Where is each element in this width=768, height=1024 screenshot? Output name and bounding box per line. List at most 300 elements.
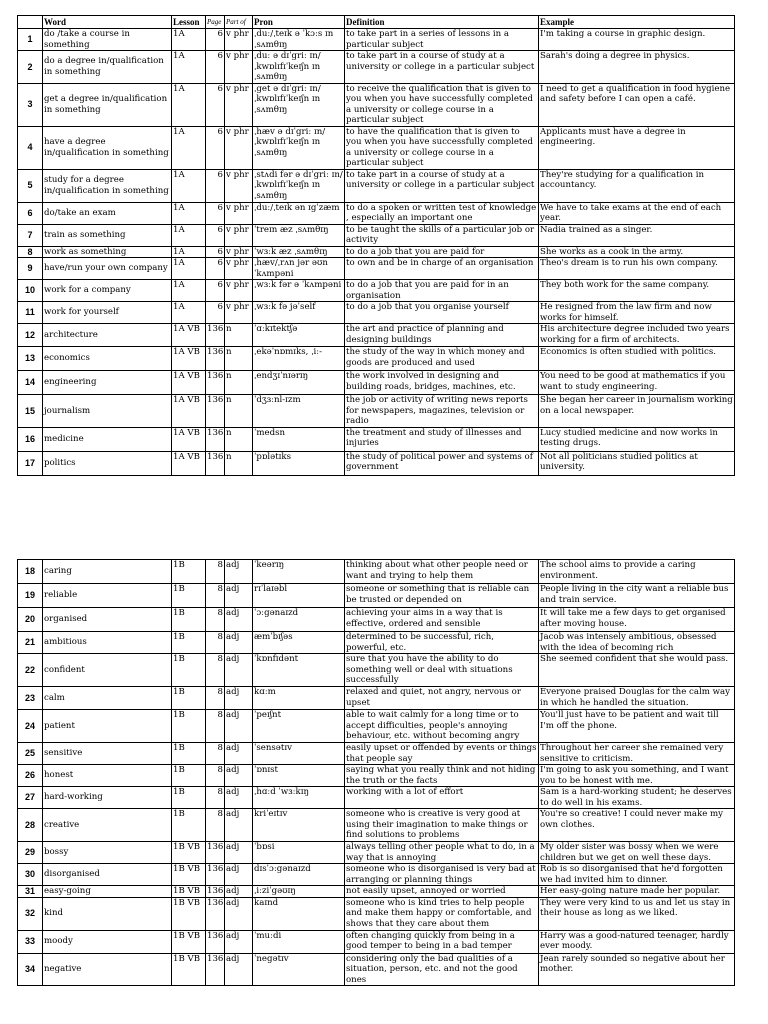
- table-row: [18, 246, 735, 258]
- table-row: [18, 169, 735, 202]
- entry-number: 18: [18, 560, 43, 584]
- entry-page: 8: [206, 560, 225, 584]
- entry-number: 8: [18, 246, 43, 258]
- table-row: [18, 897, 735, 930]
- entry-lesson: 1B: [172, 560, 206, 584]
- entry-page: 6: [206, 280, 225, 302]
- entry-part-of-speech: v phr: [225, 246, 253, 258]
- entry-lesson: 1B: [172, 687, 206, 710]
- table-row: [18, 743, 735, 765]
- entry-definition: someone who is disorganised is very bad at arranging or planning things: [345, 864, 539, 886]
- entry-example: It will take me a few days to get organised after moving house.: [539, 608, 735, 632]
- entry-number: 27: [18, 787, 43, 809]
- table-row: [18, 886, 735, 898]
- entry-number: 12: [18, 324, 43, 347]
- entry-definition: relaxed and quiet, not angry, nervous or upset: [345, 687, 539, 710]
- table-row: [18, 584, 735, 608]
- entry-pronunciation: ˈtreɪn æz ˌsʌmθɪŋ: [253, 224, 345, 246]
- entry-lesson: 1A: [172, 202, 206, 224]
- entry-part-of-speech: v phr: [225, 280, 253, 302]
- entry-page: 136: [206, 324, 225, 347]
- entry-lesson: 1B VB: [172, 886, 206, 898]
- entry-word: confident: [43, 654, 172, 687]
- table-row: [18, 427, 735, 451]
- entry-number: 26: [18, 765, 43, 787]
- entry-part-of-speech: v phr: [225, 224, 253, 246]
- entry-page: 136: [206, 395, 225, 428]
- entry-number: 31: [18, 886, 43, 898]
- table-row: [18, 687, 735, 710]
- entry-part-of-speech: n: [225, 371, 253, 395]
- entry-definition: the job or activity of writing news reports for newspapers, magazines, television or radio: [345, 395, 539, 428]
- entry-lesson: 1B: [172, 584, 206, 608]
- entry-page: 6: [206, 246, 225, 258]
- entry-page: 6: [206, 29, 225, 51]
- table-row: [18, 280, 735, 302]
- entry-lesson: 1A: [172, 246, 206, 258]
- entry-word: do /take a course in something: [43, 29, 172, 51]
- entry-pronunciation: ˈɔːgənaɪzd: [253, 608, 345, 632]
- header-definition: Definition: [345, 16, 539, 29]
- entry-pronunciation: ˈmuːdi: [253, 930, 345, 953]
- entry-page: 136: [207, 886, 224, 896]
- entry-pronunciation: ˈpɒlətɪks: [253, 451, 345, 475]
- entry-word: reliable: [43, 584, 172, 608]
- entry-lesson: 1B: [172, 809, 206, 842]
- entry-word: medicine: [43, 427, 172, 451]
- entry-definition: easily upset or offended by events or things that people say: [346, 743, 537, 764]
- entry-lesson: 1A: [172, 126, 206, 169]
- entry-definition: the study of the way in which money and goods are produced and used: [345, 347, 539, 371]
- entry-word: economics: [43, 347, 172, 371]
- entry-definition: to take part in a course of study at a university or college in a particular subject: [345, 169, 539, 202]
- entry-word: ambitious: [43, 632, 172, 654]
- entry-page: 6: [206, 83, 225, 126]
- table-row: [18, 126, 735, 169]
- entry-example: Sarah's doing a degree in physics.: [539, 51, 735, 84]
- entry-lesson: 1A VB: [172, 324, 206, 347]
- entry-part-of-speech: n: [225, 324, 253, 347]
- entry-lesson: 1A: [172, 302, 206, 324]
- entry-part-of-speech: adj: [225, 687, 253, 710]
- entry-part-of-speech: v phr: [225, 29, 253, 51]
- table-row: [18, 608, 735, 632]
- entry-word: do a degree in/qualification in something: [43, 51, 172, 84]
- entry-part-of-speech: adj: [225, 897, 253, 930]
- entry-pronunciation: ˌget ə dɪˈgriː ɪn/ˌkwɒlɪfɪˈkeɪʃn ɪn ˌsʌmθɪŋ: [253, 83, 345, 126]
- entry-definition: the work involved in designing and building roads, bridges, machines, etc.: [345, 371, 539, 395]
- entry-example: I need to get a qualification in food hygiene and safety before I can open a café.: [539, 83, 735, 126]
- entry-example: Everyone praised Douglas for the calm way in which he handled the situation.: [539, 687, 735, 710]
- table-header-row: [18, 16, 735, 29]
- entry-number: 7: [18, 224, 43, 246]
- table-row: [18, 809, 735, 842]
- entry-word: sensitive: [43, 743, 172, 765]
- table-body: [18, 29, 735, 476]
- table-row: [18, 765, 735, 787]
- entry-page: 8: [206, 654, 225, 687]
- table-row: [18, 224, 735, 246]
- entry-example: People living in the city want a reliable bus and train service.: [539, 584, 735, 608]
- entry-pronunciation: kaɪnd: [253, 897, 345, 930]
- entry-lesson: 1B VB: [172, 897, 206, 930]
- entry-word: engineering: [43, 371, 172, 395]
- entry-example: Theo's dream is to run his own company.: [539, 258, 735, 280]
- entry-part-of-speech: adj: [225, 886, 253, 898]
- entry-definition: someone or something that is reliable can be trusted or depended on: [345, 584, 539, 608]
- entry-page: 136: [206, 864, 225, 886]
- entry-pronunciation: ˌiːziˈgəʊɪŋ: [253, 886, 345, 898]
- entry-definition: to have the qualification that is given to you when you have successfully completed a university or college course in a particular subject: [345, 126, 539, 169]
- entry-example: Sam is a hard-working student; he deserves to do well in his exams.: [539, 787, 735, 809]
- entry-lesson: 1B: [172, 632, 206, 654]
- entry-example: They're studying for a qualification in accountancy.: [539, 169, 735, 202]
- table-row: [18, 51, 735, 84]
- entry-page: 6: [206, 224, 225, 246]
- entry-page: 136: [206, 953, 225, 986]
- entry-definition: to take part in a course of study at a university or college in a particular subject: [345, 51, 539, 84]
- entry-part-of-speech: v phr: [225, 302, 253, 324]
- entry-number: 3: [18, 83, 43, 126]
- header-pronunciation: Pron: [253, 16, 345, 29]
- entry-page: 136: [206, 451, 225, 475]
- entry-part-of-speech: adj: [225, 632, 253, 654]
- entry-number: 13: [18, 347, 43, 371]
- entry-part-of-speech: adj: [225, 864, 253, 886]
- entry-pronunciation: kɑːm: [253, 687, 345, 710]
- entry-part-of-speech: adj: [225, 842, 253, 864]
- entry-word: caring: [43, 560, 172, 584]
- entry-lesson: 1A VB: [172, 395, 206, 428]
- entry-lesson: 1A VB: [172, 347, 206, 371]
- entry-part-of-speech: n: [225, 395, 253, 428]
- entry-lesson: 1B VB: [172, 864, 206, 886]
- entry-page: 6: [206, 302, 225, 324]
- entry-example: You need to be good at mathematics if you want to study engineering.: [539, 371, 735, 395]
- entry-page: 8: [206, 687, 225, 710]
- entry-word: creative: [43, 809, 172, 842]
- entry-part-of-speech: adj: [225, 809, 253, 842]
- entry-example: Applicants must have a degree in engineering.: [539, 126, 735, 169]
- entry-definition: to be taught the skills of a particular job or activity: [345, 224, 539, 246]
- entry-pronunciation: ˈmedsn: [253, 427, 345, 451]
- entry-word: calm: [43, 687, 172, 710]
- entry-page: 6: [206, 126, 225, 169]
- entry-lesson: 1B: [172, 608, 206, 632]
- table-row: [18, 953, 735, 986]
- entry-lesson: 1B: [172, 710, 206, 743]
- table-row: [18, 632, 735, 654]
- entry-word: architecture: [43, 324, 172, 347]
- entry-pronunciation: ˈɑːkɪtektʃə: [253, 324, 345, 347]
- entry-part-of-speech: v phr: [225, 258, 253, 280]
- entry-lesson: 1A: [172, 258, 206, 280]
- entry-pronunciation: ˌendʒɪˈnɪərɪŋ: [253, 371, 345, 395]
- entry-word: politics: [43, 451, 172, 475]
- entry-word: organised: [43, 608, 172, 632]
- entry-example: Harry was a good-natured teenager, hardly ever moody.: [539, 930, 735, 953]
- entry-number: 21: [18, 632, 43, 654]
- entry-example: She works as a cook in the army.: [539, 246, 735, 258]
- entry-part-of-speech: adj: [225, 953, 253, 986]
- entry-lesson: 1B: [172, 765, 206, 787]
- entry-page: 8: [206, 809, 225, 842]
- entry-definition: the art and practice of planning and designing buildings: [345, 324, 539, 347]
- entry-definition: to own and be in charge of an organisation: [345, 258, 539, 280]
- entry-word: honest: [43, 765, 172, 787]
- entry-word: work for yourself: [43, 302, 172, 324]
- entry-definition: not easily upset, annoyed or worried: [345, 886, 539, 898]
- entry-example: Lucy studied medicine and now works in testing drugs.: [539, 427, 735, 451]
- entry-number: 19: [18, 584, 43, 608]
- entry-lesson: 1A: [172, 169, 206, 202]
- entry-number: 24: [18, 710, 43, 743]
- entry-example: I'm taking a course in graphic design.: [539, 29, 735, 51]
- entry-word: journalism: [43, 395, 172, 428]
- entry-number: 22: [18, 654, 43, 687]
- entry-definition: determined to be successful, rich, powerful, etc.: [345, 632, 539, 654]
- entry-definition: able to wait calmly for a long time or to accept difficulties, people's annoying behaviour, etc. without becoming angry: [345, 710, 539, 743]
- entry-lesson: 1B VB: [172, 842, 206, 864]
- entry-lesson: 1A: [172, 29, 206, 51]
- entry-number: 2: [18, 51, 43, 84]
- entry-example: Nadia trained as a singer.: [539, 224, 735, 246]
- entry-lesson: 1B: [172, 654, 206, 687]
- entry-definition: saying what you really think and not hiding the truth or the facts: [345, 765, 539, 787]
- entry-part-of-speech: adj: [225, 787, 253, 809]
- entry-example: They both work for the same company.: [539, 280, 735, 302]
- entry-page: 8: [206, 710, 225, 743]
- entry-definition: often changing quickly from being in a good temper to being in a bad temper: [345, 930, 539, 953]
- entry-example: The school aims to provide a caring environment.: [539, 560, 735, 584]
- entry-lesson: 1A VB: [172, 451, 206, 475]
- entry-pronunciation: ˈsensətɪv: [253, 743, 345, 765]
- entry-example: Not all politicians studied politics at university.: [539, 451, 735, 475]
- entry-word: work as something: [43, 246, 172, 258]
- table-row: [18, 347, 735, 371]
- entry-part-of-speech: n: [225, 347, 253, 371]
- entry-page: 8: [206, 765, 225, 787]
- entry-definition: someone who is creative is very good at using their imagination to make things or find solutions to problems: [345, 809, 539, 842]
- entry-page: 6: [206, 202, 225, 224]
- entry-lesson: 1A VB: [172, 371, 206, 395]
- entry-page: 6: [206, 169, 225, 202]
- entry-word: bossy: [43, 842, 172, 864]
- header-page: Page: [206, 16, 225, 29]
- entry-pronunciation: ˈkɒnfɪdənt: [253, 654, 345, 687]
- entry-page: 136: [206, 897, 225, 930]
- entry-word: study for a degree in/qualification in something: [43, 169, 172, 202]
- table-row: [18, 787, 735, 809]
- header-example: Example: [539, 16, 735, 29]
- entry-number: 14: [18, 371, 43, 395]
- header-num: [18, 16, 43, 29]
- entry-number: 10: [18, 280, 43, 302]
- entry-page: 6: [206, 258, 225, 280]
- entry-page: 136: [206, 842, 225, 864]
- entry-lesson: 1B: [172, 787, 206, 809]
- entry-definition: to do a spoken or written test of knowledge , especially an important one: [345, 202, 539, 224]
- entry-part-of-speech: adj: [225, 654, 253, 687]
- entry-example: Jacob was intensely ambitious, obsessed with the idea of becoming rich: [539, 632, 735, 654]
- entry-part-of-speech: v phr: [225, 51, 253, 84]
- entry-page: 136: [206, 347, 225, 371]
- entry-example: They were very kind to us and let us stay in their house as long as we liked.: [539, 897, 735, 930]
- table-row: [18, 83, 735, 126]
- entry-pronunciation: ˌduː ə dɪˈgriː ɪn/ˌkwɒlɪfɪˈkeɪʃn ɪn ˌsʌmθɪŋ: [253, 51, 345, 84]
- entry-word: have/run your own company: [43, 258, 172, 280]
- entry-number: 30: [18, 864, 43, 886]
- entry-example: Her easy-going nature made her popular.: [539, 886, 735, 898]
- entry-word: negative: [43, 953, 172, 986]
- entry-part-of-speech: adj: [225, 584, 253, 608]
- entry-number: 5: [18, 169, 43, 202]
- entry-part-of-speech: adj: [225, 710, 253, 743]
- entry-definition: to do a job that you organise yourself: [345, 302, 539, 324]
- entry-definition: to do a job that you are paid for in an organisation: [345, 280, 539, 302]
- entry-part-of-speech: v phr: [225, 169, 253, 202]
- entry-word: work for a company: [43, 280, 172, 302]
- entry-number: 25: [18, 743, 43, 765]
- entry-number: 23: [18, 687, 43, 710]
- entry-part-of-speech: n: [225, 451, 253, 475]
- entry-definition: to do a job that you are paid for: [345, 246, 539, 258]
- entry-pronunciation: ˈnegətɪv: [253, 953, 345, 986]
- header-lesson: Lesson: [172, 16, 206, 29]
- entry-example: She seemed confident that she would pass.: [539, 654, 735, 687]
- entry-number: 15: [18, 395, 43, 428]
- entry-pronunciation: ˌwɜːk fər ə ˈkʌmpəni: [253, 280, 345, 302]
- entry-number: 34: [18, 953, 43, 986]
- entry-definition: the study of political power and systems of government: [345, 451, 539, 475]
- entry-example: Rob is so disorganised that he'd forgotten we had invited him to dinner.: [539, 864, 735, 886]
- entry-lesson: 1A: [172, 83, 206, 126]
- entry-page: 8: [206, 608, 225, 632]
- entry-example: My older sister was bossy when we were children but we get on well these days.: [539, 842, 735, 864]
- table-row: [18, 930, 735, 953]
- entry-number: 17: [18, 451, 43, 475]
- table-row: [18, 864, 735, 886]
- entry-number: 33: [18, 930, 43, 953]
- entry-definition: always telling other people what to do, in a way that is annoying: [345, 842, 539, 864]
- entry-pronunciation: ˈdʒɜːnl-ɪzm: [253, 395, 345, 428]
- entry-lesson: 1A: [172, 224, 206, 246]
- entry-page: 8: [206, 787, 225, 809]
- table-row: [18, 654, 735, 687]
- table-body: [18, 560, 735, 986]
- entry-pronunciation: ˌhæv ə dɪˈgriː ɪn/ˌkwɒlɪfɪˈkeɪʃn ɪn ˌsʌmθɪŋ: [253, 126, 345, 169]
- entry-pronunciation: ˌhɑːd ˈwɜːkɪŋ: [253, 787, 345, 809]
- table-row: [18, 395, 735, 428]
- table-row: [18, 324, 735, 347]
- entry-definition: thinking about what other people need or want and trying to help them: [345, 560, 539, 584]
- entry-lesson: 1A VB: [172, 427, 206, 451]
- entry-pronunciation: ˈpeɪʃnt: [253, 710, 345, 743]
- entry-lesson: 1A: [172, 51, 206, 84]
- entry-pronunciation: ˌwɜːk fə jəˈself: [253, 302, 345, 324]
- entry-definition: considering only the bad qualities of a situation, person, etc. and not the good ones: [345, 953, 539, 986]
- table-row: [18, 202, 735, 224]
- vocabulary-table-part-1: [17, 15, 735, 476]
- entry-pronunciation: ˈwɜːk æz ˌsʌmθɪŋ: [253, 246, 345, 258]
- table-row: [18, 451, 735, 475]
- table-row: [18, 842, 735, 864]
- entry-pronunciation: rɪˈlaɪəbl: [253, 584, 345, 608]
- entry-word: get a degree in/qualification in something: [43, 83, 172, 126]
- entry-example: Throughout her career she remained very sensitive to criticism.: [539, 743, 735, 765]
- entry-number: 6: [18, 202, 43, 224]
- entry-part-of-speech: n: [225, 427, 253, 451]
- entry-pronunciation: ˌekəˈnɒmɪks, ˌiː-: [253, 347, 345, 371]
- entry-part-of-speech: adj: [225, 743, 253, 765]
- entry-pronunciation: ˌduː/ˌteɪk ə ˈkɔːs ɪn ˌsʌmθɪŋ: [253, 29, 345, 51]
- entry-pronunciation: ˈkeərɪŋ: [253, 560, 345, 584]
- entry-page: 8: [206, 584, 225, 608]
- entry-word: easy-going: [43, 886, 172, 898]
- entry-part-of-speech: adj: [225, 608, 253, 632]
- entry-number: 4: [18, 126, 43, 169]
- entry-word: have a degree in/qualification in something: [43, 126, 172, 169]
- entry-word: train as something: [43, 224, 172, 246]
- entry-number: 1: [18, 29, 43, 51]
- entry-definition: sure that you have the ability to do something well or deal with situations successfully: [345, 654, 539, 687]
- entry-pronunciation: ˌstʌdi fər ə dɪˈgriː ɪn/ˌkwɒlɪfɪˈkeɪʃn ɪn ˌsʌmθɪŋ: [254, 169, 343, 201]
- entry-pronunciation: ˌduː/ˌteɪk ən ɪgˈzæm: [253, 202, 345, 224]
- entry-word: patient: [43, 710, 172, 743]
- entry-definition: to receive the qualification that is given to you when you have successfully completed a university or college course in a particular subject: [345, 83, 539, 126]
- entry-example: You'll just have to be patient and wait till I'm off the phone.: [539, 710, 735, 743]
- entry-word: hard-working: [43, 787, 172, 809]
- entry-pronunciation: dɪsˈɔːgənaɪzd: [253, 864, 345, 886]
- entry-page: 8: [206, 632, 225, 654]
- entry-example: She began her career in journalism working on a local newspaper.: [539, 395, 735, 428]
- table-row: [18, 371, 735, 395]
- header-word: Word: [43, 16, 172, 29]
- entry-word: kind: [43, 897, 172, 930]
- table-row: [18, 302, 735, 324]
- entry-part-of-speech: v phr: [225, 83, 253, 126]
- entry-part-of-speech: adj: [225, 930, 253, 953]
- entry-part-of-speech: v phr: [225, 126, 253, 169]
- entry-example: We have to take exams at the end of each year.: [539, 202, 735, 224]
- entry-number: 16: [18, 427, 43, 451]
- entry-word: moody: [43, 930, 172, 953]
- entry-example: His architecture degree included two years working for a firm of architects.: [539, 324, 735, 347]
- table-row: [18, 258, 735, 280]
- entry-lesson: 1A: [172, 280, 206, 302]
- entry-definition: to take part in a series of lessons in a particular subject: [345, 29, 539, 51]
- entry-part-of-speech: adj: [225, 560, 253, 584]
- entry-page: 8: [206, 743, 225, 765]
- entry-page: 6: [206, 51, 225, 84]
- entry-pronunciation: ˈɒnɪst: [253, 765, 345, 787]
- table-row: [18, 560, 735, 584]
- entry-number: 11: [18, 302, 43, 324]
- entry-pronunciation: æmˈbɪʃəs: [253, 632, 345, 654]
- entry-example: He resigned from the law firm and now works for himself.: [539, 302, 735, 324]
- table-row: [18, 29, 735, 51]
- entry-example: You're so creative! I could never make my own clothes.: [539, 809, 735, 842]
- entry-definition: achieving your aims in a way that is effective, ordered and sensible: [345, 608, 539, 632]
- entry-example: Jean rarely sounded so negative about her mother.: [539, 953, 735, 986]
- entry-definition: working with a lot of effort: [345, 787, 539, 809]
- entry-part-of-speech: adj: [225, 765, 253, 787]
- entry-example: Economics is often studied with politics.: [539, 347, 735, 371]
- entry-part-of-speech: v phr: [225, 202, 253, 224]
- entry-number: 28: [18, 809, 43, 842]
- entry-number: 29: [18, 842, 43, 864]
- entry-number: 32: [18, 897, 43, 930]
